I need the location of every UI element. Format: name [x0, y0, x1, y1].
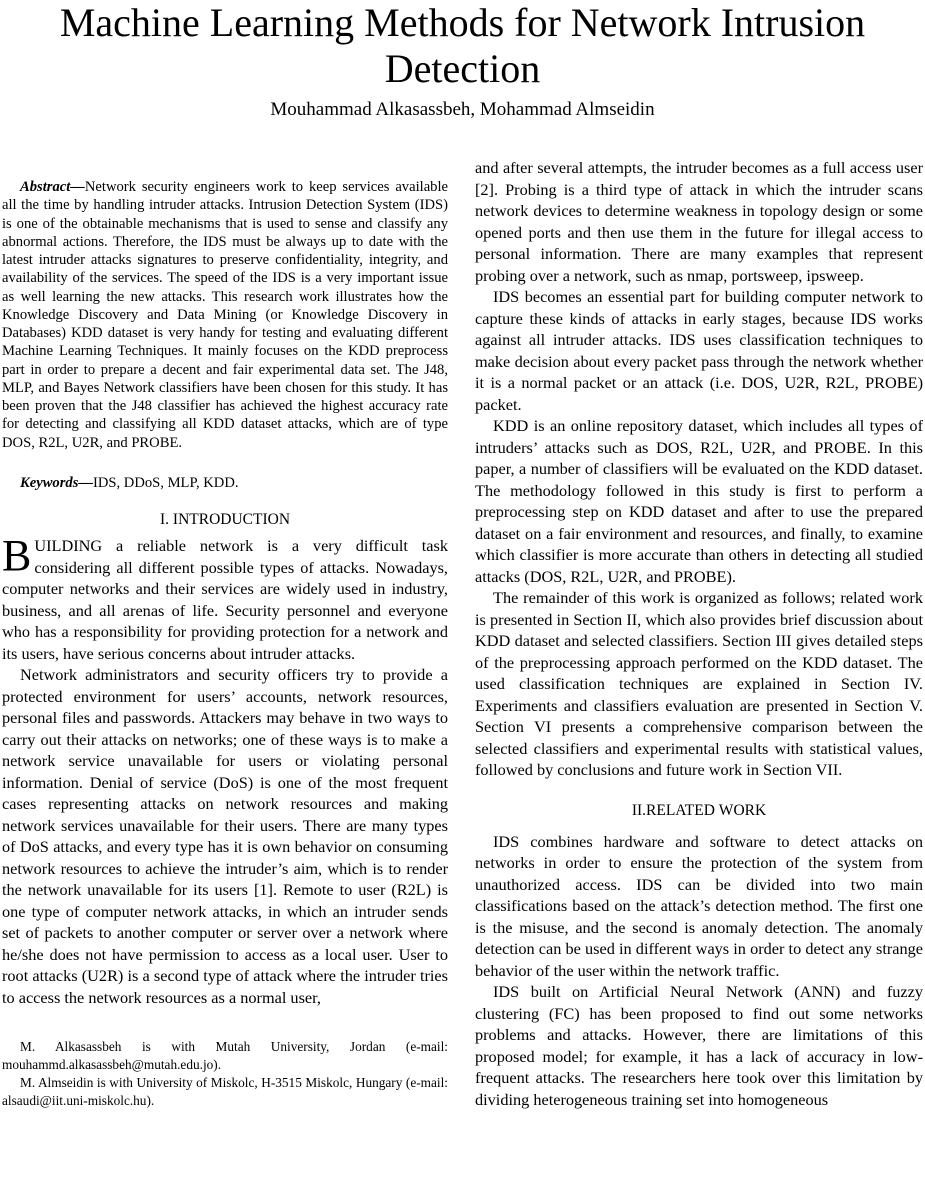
- keywords-text: IDS, DDoS, MLP, KDD.: [92, 474, 239, 491]
- paper-title: Machine Learning Methods for Network Intrusion Detection: [59, 0, 866, 91]
- related-paragraph-1: IDS combines hardware and software to detect attacks on networks in order to ensure the protection of the system from unauthorized access. IDS can be divided into two main classifications based on the attack’s detection method. The first one is the misuse, and the second is anomaly detection. The anomaly detection can be used in different ways in order to detect any strange behavior of the user within the network traffic.: [475, 831, 923, 980]
- right-column: [475, 154, 923, 1110]
- intro-paragraph-2-continued: and after several attempts, the intruder becomes as a full access user [2]. Probing is a third type of attack in which the intruder scans network devices to determine weakness in topology design or some opened ports and then use them in the future for illegal access to personal information. There are many examples that represent probing over a network, such as nmap, portsweep, ipsweep.: [475, 158, 923, 285]
- footnote-author-1: M. Alkasassbeh is with Mutah University, Jordan (e-mail: mouhammd.alkasassbeh@mutah.edu.jo).: [2, 1039, 448, 1072]
- section-heading-introduction: I. INTRODUCTION: [159, 511, 291, 528]
- paper-authors: Mouhammad Alkasassbeh, Mohammad Almseidin: [270, 99, 655, 120]
- keywords-label: Keywords—: [20, 474, 93, 491]
- drop-cap: B: [2, 531, 32, 580]
- left-column: [2, 154, 448, 1110]
- related-paragraph-2: IDS built on Artificial Neural Network (ANN) and fuzzy clustering (FC) has been proposed to find out some networks problems and attacks. However, there are limitations of this proposed model; for example, it has a lack of accuracy in low-frequent attacks. The researchers here took over this limitation by dividing heterogeneous training set into homogeneous: [475, 982, 923, 1109]
- abstract-label: Abstract—: [20, 179, 85, 195]
- intro-paragraph-1: BUILDING a reliable network is a very difficult task considering all different possible types of attacks. Nowadays, computer networks and their services are widely used in industry, business, and all arenas of life. Security personnel and everyone who has a responsibility for providing protection for a network and its users, have serious concerns about intruder attacks.: [2, 531, 448, 663]
- intro-paragraph-5: The remainder of this work is organized as follows; related work is presented in Section II, which also provides brief discussion about KDD dataset and selected classifiers. Section III gives detailed steps of the preprocessing approach performed on the KDD dataset. The used classification techniques are explained in Section IV. Experiments and classifiers evaluation are presented in Section V. Section VI presents a comprehensive comparison between the selected classifiers and experimental results with statistical values, followed by conclusions and future work in Section VII.: [475, 588, 923, 779]
- intro-paragraph-2: Network administrators and security officers try to provide a protected environment for users’ accounts, network resources, personal files and passwords. Attackers may behave in two ways to carry out their attacks on networks; one of these ways is to make a network service unavailable for users or violating personal information. Denial of service (DoS) is one of the most frequent cases representing attacks on network resources and making network services unavailable for their users. There are many types of DoS attacks, and every type has it is own behavior on consuming network resources to achieve the intruder’s aim, which is to render the network unavailable for its users [1]. Remote to user (R2L) is one type of computer network attacks, in which an intruder sends set of packets to another computer or server over a network where he/she does not have permission to access as a local user. User to root attacks (U2R) is a second type of attack where the intruder tries to access the network resources as a normal user,: [2, 665, 448, 1007]
- keywords: [2, 474, 448, 492]
- footnote-author-2: M. Almseidin is with University of Miskolc, H-3515 Miskolc, Hungary (e-mail: alsaudi@iit.uni-miskolc.hu).: [2, 1075, 448, 1108]
- abstract: [2, 178, 448, 452]
- section-heading-related-work: II.RELATED WORK: [631, 801, 767, 819]
- intro-paragraph-3: IDS becomes an essential part for building computer network to capture these kinds of attacks in early stages, because IDS works against all intruder attacks. IDS uses classification techniques to make decision about every packet pass through the network whether it is a normal packet or an attack (i.e. DOS, U2R, R2L, PROBE) packet.: [475, 287, 923, 414]
- intro-paragraph-4: KDD is an online repository dataset, which includes all types of intruders’ attacks such as DOS, R2L, U2R, and PROBE. In this paper, a number of classifiers will be evaluated on the KDD dataset. The methodology followed in this study is first to perform a preprocessing step on KDD dataset and after to use the prepared dataset on a fair environment and resources, and finally, to examine which classifier is more accurate than others in detecting all studied attacks (DOS, R2L, U2R, and PROBE).: [475, 416, 923, 586]
- abstract-text: Network security engineers work to keep services available all the time by handling intruder attacks. Intrusion Detection System (IDS) is one of the obtainable mechanisms that is used to sense and classify any abnormal actions. Therefore, the IDS must be always up to date with the latest intruder attacks signatures to preserve confidentiality, integrity, and availability of the services. The speed of the IDS is a very important issue as well learning the new attacks. This research work illustrates how the Knowledge Discovery and Data Mining (or Knowledge Discovery in Databases) KDD dataset is very handy for testing and evaluating different Machine Learning Techniques. It mainly focuses on the KDD preprocess part in order to prepare a decent and fair experimental data set. The J48, MLP, and Bayes Network classifiers have been chosen for this study. It has been proven that the J48 classifier has achieved the highest accuracy rate for detecting and classifying all KDD dataset attacks, which are of type DOS, R2L, U2R, and PROBE.: [2, 179, 448, 451]
